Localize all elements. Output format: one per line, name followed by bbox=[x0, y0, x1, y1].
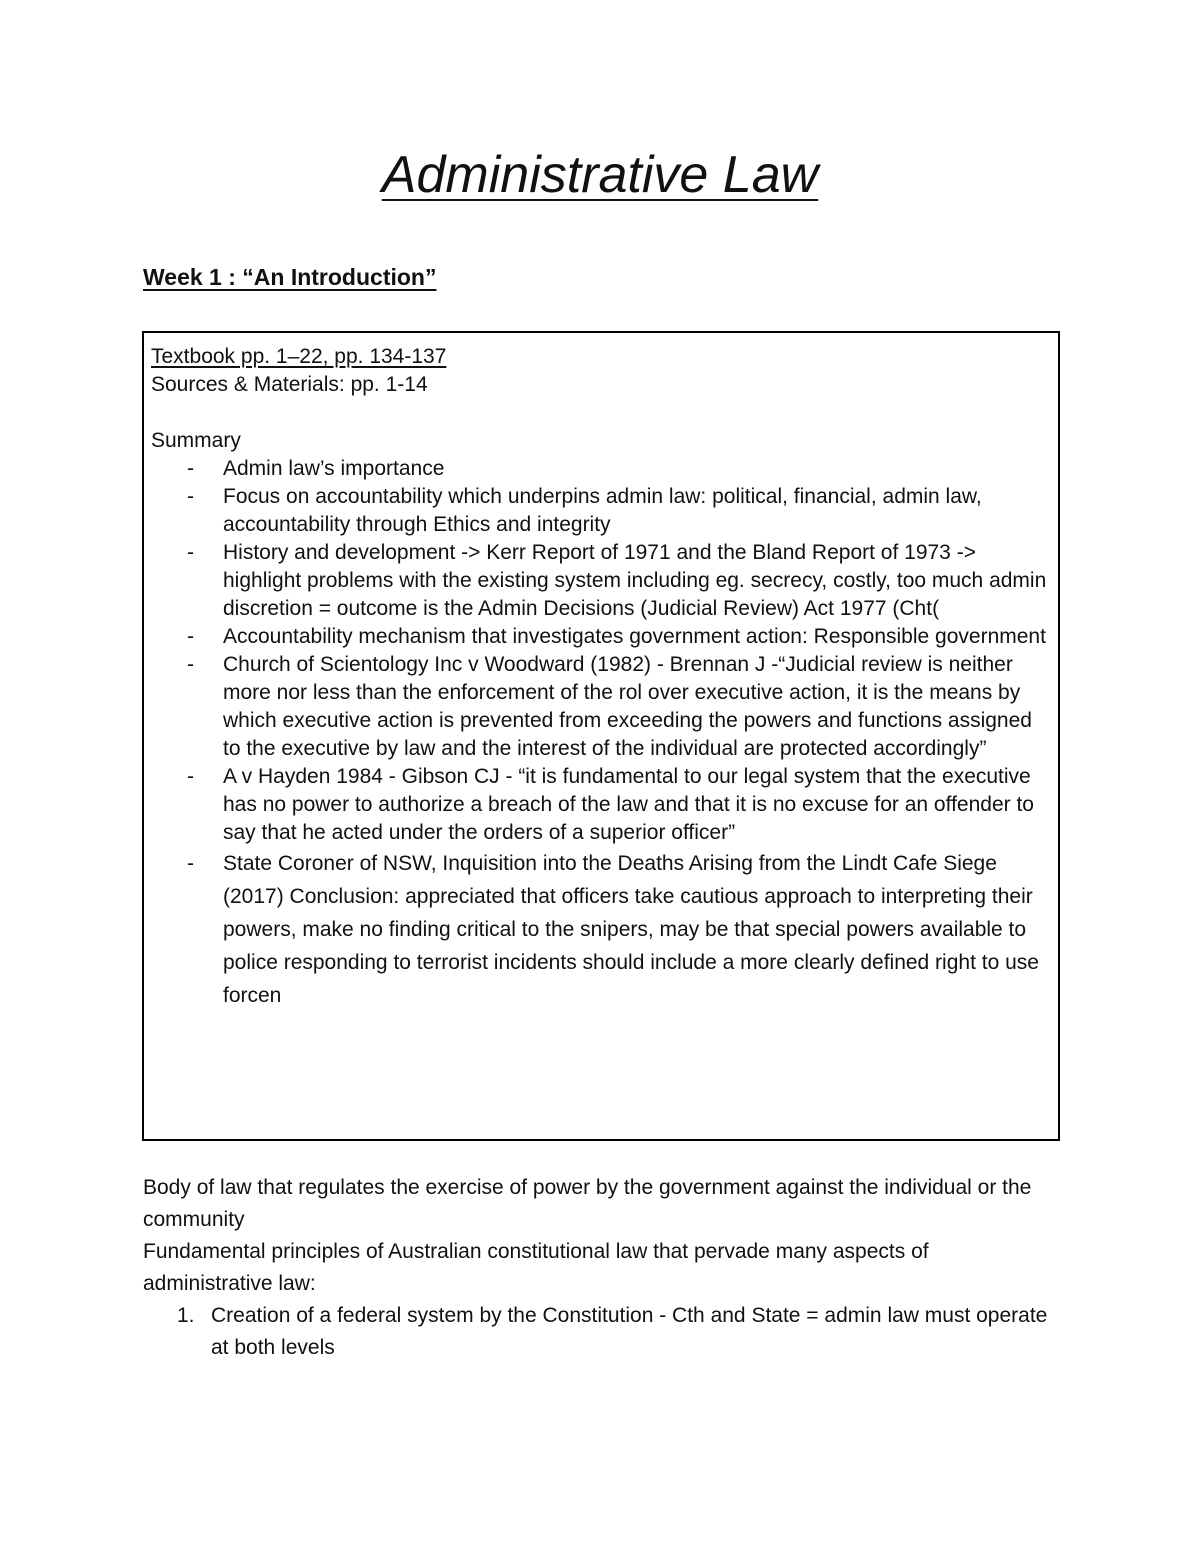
list-item bbox=[143, 1300, 1053, 1364]
spacer bbox=[151, 399, 1050, 427]
body-paragraph: Fundamental principles of Australian constitutional law that pervade many aspects of administrative law: bbox=[143, 1240, 929, 1295]
numbered-list bbox=[143, 1300, 1053, 1364]
summary-bullet-list bbox=[151, 455, 1050, 1012]
list-item: - A v Hayden 1984 - Gibson CJ - “it is fundamental to our legal system that the executive has no power to authorize a breach of the law and that it is no excuse for an offender to say that he acted under the orders of a superior officer” bbox=[151, 763, 1050, 847]
body-text bbox=[143, 1172, 1053, 1364]
list-item: - Admin law’s importance bbox=[151, 455, 1050, 483]
summary-label: Summary bbox=[151, 429, 241, 452]
week-heading: Week 1 : “An Introduction” bbox=[143, 264, 437, 290]
list-item: - History and development -> Kerr Report of 1971 and the Bland Report of 1973 -> highlight problems with the existing system including eg. secrecy, costly, too much admin discretion = outcome is the Admin Decisions (Judicial Review) Act 1977 (Cht( bbox=[151, 539, 1050, 623]
list-item: - State Coroner of NSW, Inquisition into the Deaths Arising from the Lindt Cafe Siege (2017) Conclusion: appreciated that officers take cautious approach to interpreting their powers, make no finding critical to the snipers, may be that special powers available to police responding to terrorist incidents should include a more clearly defined right to use forcen bbox=[151, 847, 1050, 1012]
body-paragraph: Body of law that regulates the exercise of power by the government against the individual or the community bbox=[143, 1176, 1032, 1231]
list-item-text: Creation of a federal system by the Constitution - Cth and State = admin law must operate at both levels bbox=[211, 1304, 1048, 1359]
textbook-reference: Textbook pp. 1–22, pp. 134-137 bbox=[151, 345, 447, 368]
list-item: - Accountability mechanism that investigates government action: Responsible government bbox=[151, 623, 1050, 651]
list-item: - Church of Scientology Inc v Woodward (1982) - Brennan J -“Judicial review is neither more nor less than the enforcement of the rol over executive action, it is the means by which executive action is prevented from exceeding the powers and functions assigned to the executive by law and the interest of the individual are protected accordingly” bbox=[151, 651, 1050, 763]
list-number: 1. bbox=[177, 1304, 195, 1327]
sources-reference: Sources & Materials: pp. 1-14 bbox=[151, 373, 428, 396]
list-item: - Focus on accountability which underpins admin law: political, financial, admin law, accountability through Ethics and integrity bbox=[151, 483, 1050, 539]
page-title: Administrative Law bbox=[381, 146, 819, 204]
summary-box bbox=[142, 331, 1060, 1141]
